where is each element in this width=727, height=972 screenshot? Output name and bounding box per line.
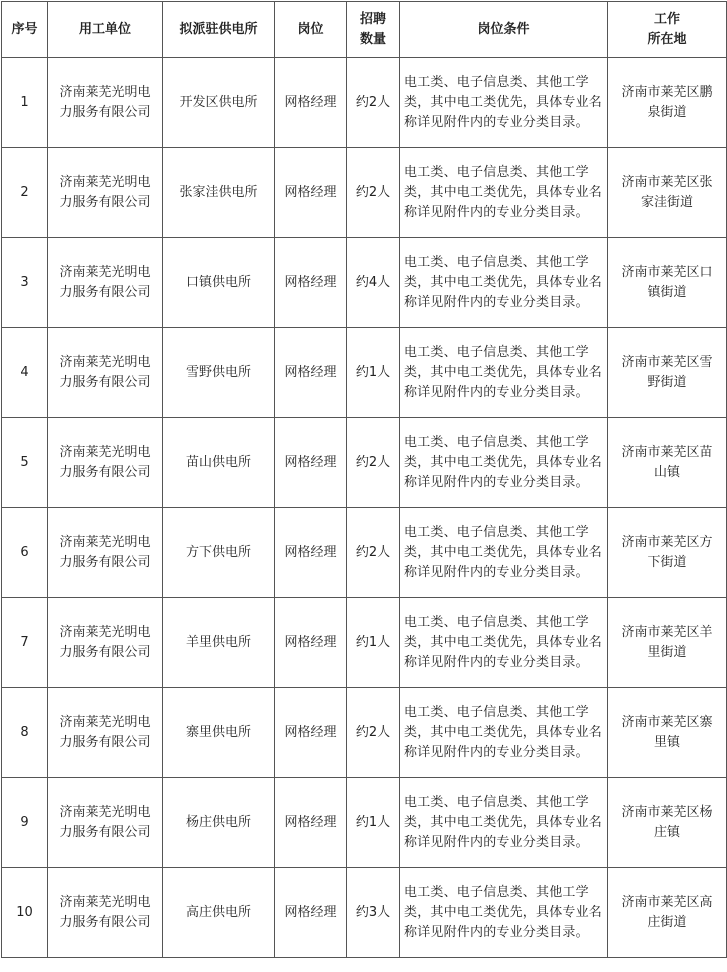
cell-conditions: 电工类、电子信息类、其他工学类，其中电工类优先，具体专业名称详见附件内的专业分类目录。 <box>400 238 608 328</box>
cell-post: 网格经理 <box>275 418 347 508</box>
cell-conditions: 电工类、电子信息类、其他工学类，其中电工类优先，具体专业名称详见附件内的专业分类目录。 <box>400 418 608 508</box>
header-count: 招聘 数量 <box>347 2 400 58</box>
header-employer: 用工单位 <box>48 2 163 58</box>
cell-conditions: 电工类、电子信息类、其他工学类，其中电工类优先，具体专业名称详见附件内的专业分类目录。 <box>400 778 608 868</box>
cell-post: 网格经理 <box>275 238 347 328</box>
cell-employer: 济南莱芜光明电力服务有限公司 <box>48 58 163 148</box>
cell-conditions: 电工类、电子信息类、其他工学类，其中电工类优先，具体专业名称详见附件内的专业分类目录。 <box>400 328 608 418</box>
cell-employer: 济南莱芜光明电力服务有限公司 <box>48 418 163 508</box>
cell-location: 济南市莱芜区张家洼街道 <box>608 148 727 238</box>
cell-station: 羊里供电所 <box>163 598 275 688</box>
table-header <box>2 2 727 58</box>
cell-location: 济南市莱芜区高庄街道 <box>608 868 727 958</box>
table-row <box>2 238 727 328</box>
cell-employer: 济南莱芜光明电力服务有限公司 <box>48 868 163 958</box>
cell-station: 寨里供电所 <box>163 688 275 778</box>
cell-employer: 济南莱芜光明电力服务有限公司 <box>48 778 163 868</box>
cell-location: 济南市莱芜区苗山镇 <box>608 418 727 508</box>
table-row <box>2 418 727 508</box>
cell-station: 苗山供电所 <box>163 418 275 508</box>
header-location: 工作 所在地 <box>608 2 727 58</box>
table-row <box>2 58 727 148</box>
cell-conditions: 电工类、电子信息类、其他工学类，其中电工类优先，具体专业名称详见附件内的专业分类目录。 <box>400 868 608 958</box>
cell-no: 1 <box>2 58 48 148</box>
cell-post: 网格经理 <box>275 328 347 418</box>
cell-conditions: 电工类、电子信息类、其他工学类，其中电工类优先，具体专业名称详见附件内的专业分类目录。 <box>400 688 608 778</box>
cell-station: 张家洼供电所 <box>163 148 275 238</box>
table-row <box>2 328 727 418</box>
table-body <box>2 58 727 958</box>
cell-station: 高庄供电所 <box>163 868 275 958</box>
recruitment-table <box>1 1 727 958</box>
cell-employer: 济南莱芜光明电力服务有限公司 <box>48 508 163 598</box>
cell-employer: 济南莱芜光明电力服务有限公司 <box>48 238 163 328</box>
cell-station: 雪野供电所 <box>163 328 275 418</box>
header-no: 序号 <box>2 2 48 58</box>
table-row <box>2 688 727 778</box>
cell-post: 网格经理 <box>275 508 347 598</box>
cell-conditions: 电工类、电子信息类、其他工学类，其中电工类优先，具体专业名称详见附件内的专业分类目录。 <box>400 598 608 688</box>
cell-post: 网格经理 <box>275 868 347 958</box>
cell-conditions: 电工类、电子信息类、其他工学类，其中电工类优先，具体专业名称详见附件内的专业分类目录。 <box>400 58 608 148</box>
header-station: 拟派驻供电所 <box>163 2 275 58</box>
header-post: 岗位 <box>275 2 347 58</box>
cell-location: 济南市莱芜区鹏泉街道 <box>608 58 727 148</box>
cell-count: 约1人 <box>347 328 400 418</box>
cell-post: 网格经理 <box>275 688 347 778</box>
header-row <box>2 2 727 58</box>
cell-no: 8 <box>2 688 48 778</box>
cell-count: 约1人 <box>347 598 400 688</box>
cell-no: 10 <box>2 868 48 958</box>
cell-no: 5 <box>2 418 48 508</box>
cell-post: 网格经理 <box>275 778 347 868</box>
cell-count: 约3人 <box>347 868 400 958</box>
cell-count: 约2人 <box>347 508 400 598</box>
cell-no: 9 <box>2 778 48 868</box>
cell-station: 口镇供电所 <box>163 238 275 328</box>
cell-post: 网格经理 <box>275 148 347 238</box>
table-row <box>2 868 727 958</box>
cell-employer: 济南莱芜光明电力服务有限公司 <box>48 688 163 778</box>
cell-location: 济南市莱芜区羊里街道 <box>608 598 727 688</box>
cell-conditions: 电工类、电子信息类、其他工学类，其中电工类优先，具体专业名称详见附件内的专业分类目录。 <box>400 148 608 238</box>
cell-count: 约2人 <box>347 58 400 148</box>
cell-employer: 济南莱芜光明电力服务有限公司 <box>48 328 163 418</box>
cell-no: 2 <box>2 148 48 238</box>
cell-post: 网格经理 <box>275 58 347 148</box>
cell-employer: 济南莱芜光明电力服务有限公司 <box>48 598 163 688</box>
table-row <box>2 508 727 598</box>
cell-count: 约2人 <box>347 418 400 508</box>
cell-count: 约2人 <box>347 148 400 238</box>
cell-count: 约1人 <box>347 778 400 868</box>
cell-station: 方下供电所 <box>163 508 275 598</box>
table-row <box>2 778 727 868</box>
cell-location: 济南市莱芜区口镇街道 <box>608 238 727 328</box>
cell-conditions: 电工类、电子信息类、其他工学类，其中电工类优先，具体专业名称详见附件内的专业分类目录。 <box>400 508 608 598</box>
cell-location: 济南市莱芜区杨庄镇 <box>608 778 727 868</box>
cell-no: 3 <box>2 238 48 328</box>
cell-location: 济南市莱芜区寨里镇 <box>608 688 727 778</box>
table-row <box>2 148 727 238</box>
cell-count: 约4人 <box>347 238 400 328</box>
header-conditions: 岗位条件 <box>400 2 608 58</box>
table-row <box>2 598 727 688</box>
cell-count: 约2人 <box>347 688 400 778</box>
cell-station: 杨庄供电所 <box>163 778 275 868</box>
cell-station: 开发区供电所 <box>163 58 275 148</box>
cell-employer: 济南莱芜光明电力服务有限公司 <box>48 148 163 238</box>
cell-no: 4 <box>2 328 48 418</box>
cell-no: 6 <box>2 508 48 598</box>
cell-post: 网格经理 <box>275 598 347 688</box>
cell-location: 济南市莱芜区雪野街道 <box>608 328 727 418</box>
cell-location: 济南市莱芜区方下街道 <box>608 508 727 598</box>
cell-no: 7 <box>2 598 48 688</box>
